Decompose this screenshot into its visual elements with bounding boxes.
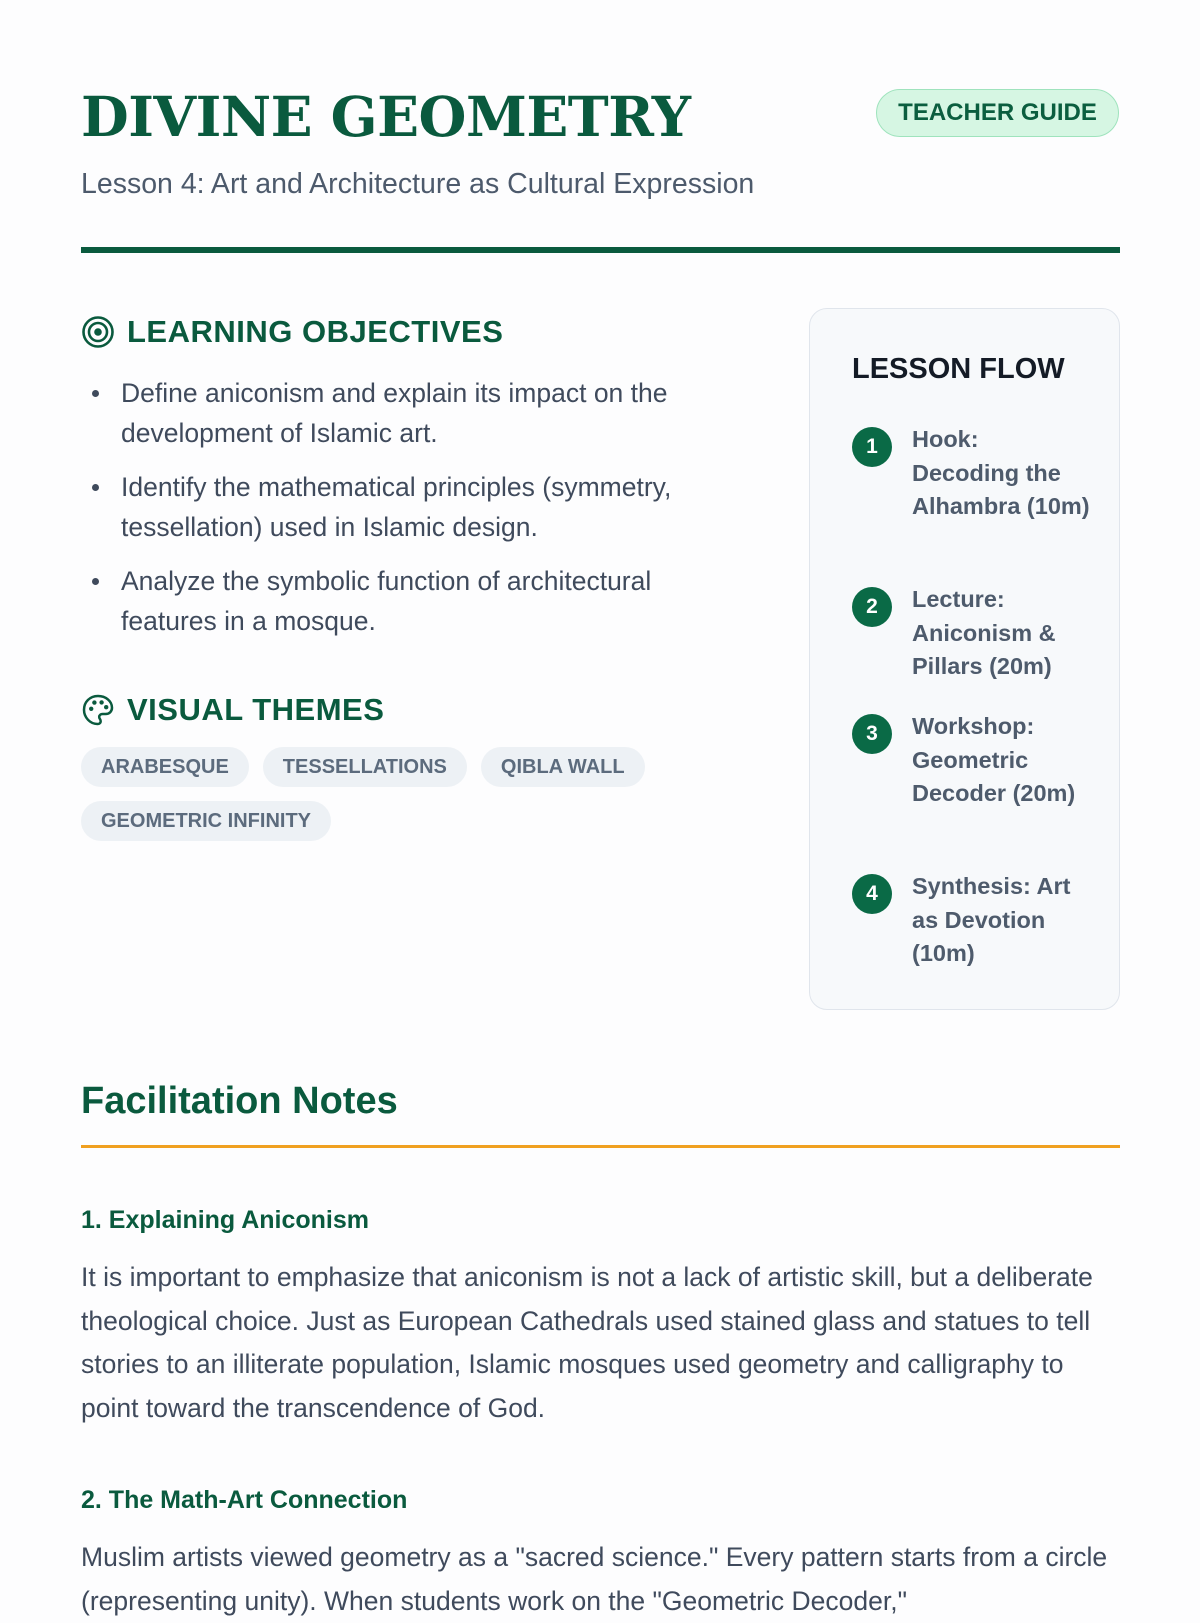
theme-tag: QIBLA WALL (481, 747, 645, 787)
step-number-badge: 2 (852, 587, 892, 627)
step-text: Lecture: Aniconism & Pillars (20m) (912, 586, 1056, 679)
step-text: Hook: Decoding the Alhambra (10m) (912, 426, 1090, 519)
note-heading: 2. The Math-Art Connection (81, 1486, 408, 1514)
objective-text: Identify the mathematical principles (symmetry, tessellation) used in Islamic design. (121, 472, 672, 542)
bullet (92, 578, 99, 585)
note-body: It is important to emphasize that aniconism is not a lack of artistic skill, but a deliberate theological choice. Just as European Cathedrals used stained glass and statues to tell stories to an illiterate population, Islamic mosques used geometry and calligraphy to point toward the transcendence of God. (81, 1262, 1093, 1423)
lesson-subtitle: Lesson 4: Art and Architecture as Cultural Expression (81, 168, 755, 200)
theme-tag: GEOMETRIC INFINITY (81, 801, 331, 841)
notes-divider (81, 1145, 1120, 1148)
step-number-badge: 3 (852, 714, 892, 754)
list-item (81, 561, 741, 641)
step-text: Workshop: Geometric Decoder (20m) (912, 713, 1076, 806)
list-item (81, 373, 741, 453)
page-title: DIVINE GEOMETRY (81, 84, 691, 149)
note-heading: 1. Explaining Aniconism (81, 1206, 370, 1234)
step-number-badge: 4 (852, 874, 892, 914)
step-text: Synthesis: Art as Devotion (10m) (912, 873, 1071, 966)
lesson-flow-title: LESSON FLOW (852, 353, 1065, 385)
header-divider (81, 247, 1120, 253)
objectives-heading-label: LEARNING OBJECTIVES (127, 314, 504, 349)
lesson-flow-card (809, 308, 1120, 1010)
list-item (81, 467, 741, 547)
bullet (92, 390, 99, 397)
themes-heading (81, 690, 384, 730)
bullet (92, 484, 99, 491)
objective-text: Analyze the symbolic function of architectural features in a mosque. (121, 566, 652, 636)
objective-text: Define aniconism and explain its impact on the development of Islamic art. (121, 378, 668, 448)
theme-tag: ARABESQUE (81, 747, 249, 787)
step-number-badge: 1 (852, 427, 892, 467)
themes-heading-label: VISUAL THEMES (127, 692, 385, 727)
objectives-heading (81, 312, 503, 352)
target-icon (81, 315, 115, 349)
theme-tag: TESSELLATIONS (263, 747, 467, 787)
note-body: Muslim artists viewed geometry as a "sacred science." Every pattern starts from a circle (representing unity). When students work on the "Geometric Decoder," (81, 1542, 1108, 1616)
facilitation-notes-title: Facilitation Notes (81, 1080, 398, 1122)
objectives-list (81, 373, 741, 655)
palette-icon (81, 693, 115, 727)
theme-tags (81, 747, 721, 841)
teacher-guide-badge: TEACHER GUIDE (876, 89, 1119, 137)
